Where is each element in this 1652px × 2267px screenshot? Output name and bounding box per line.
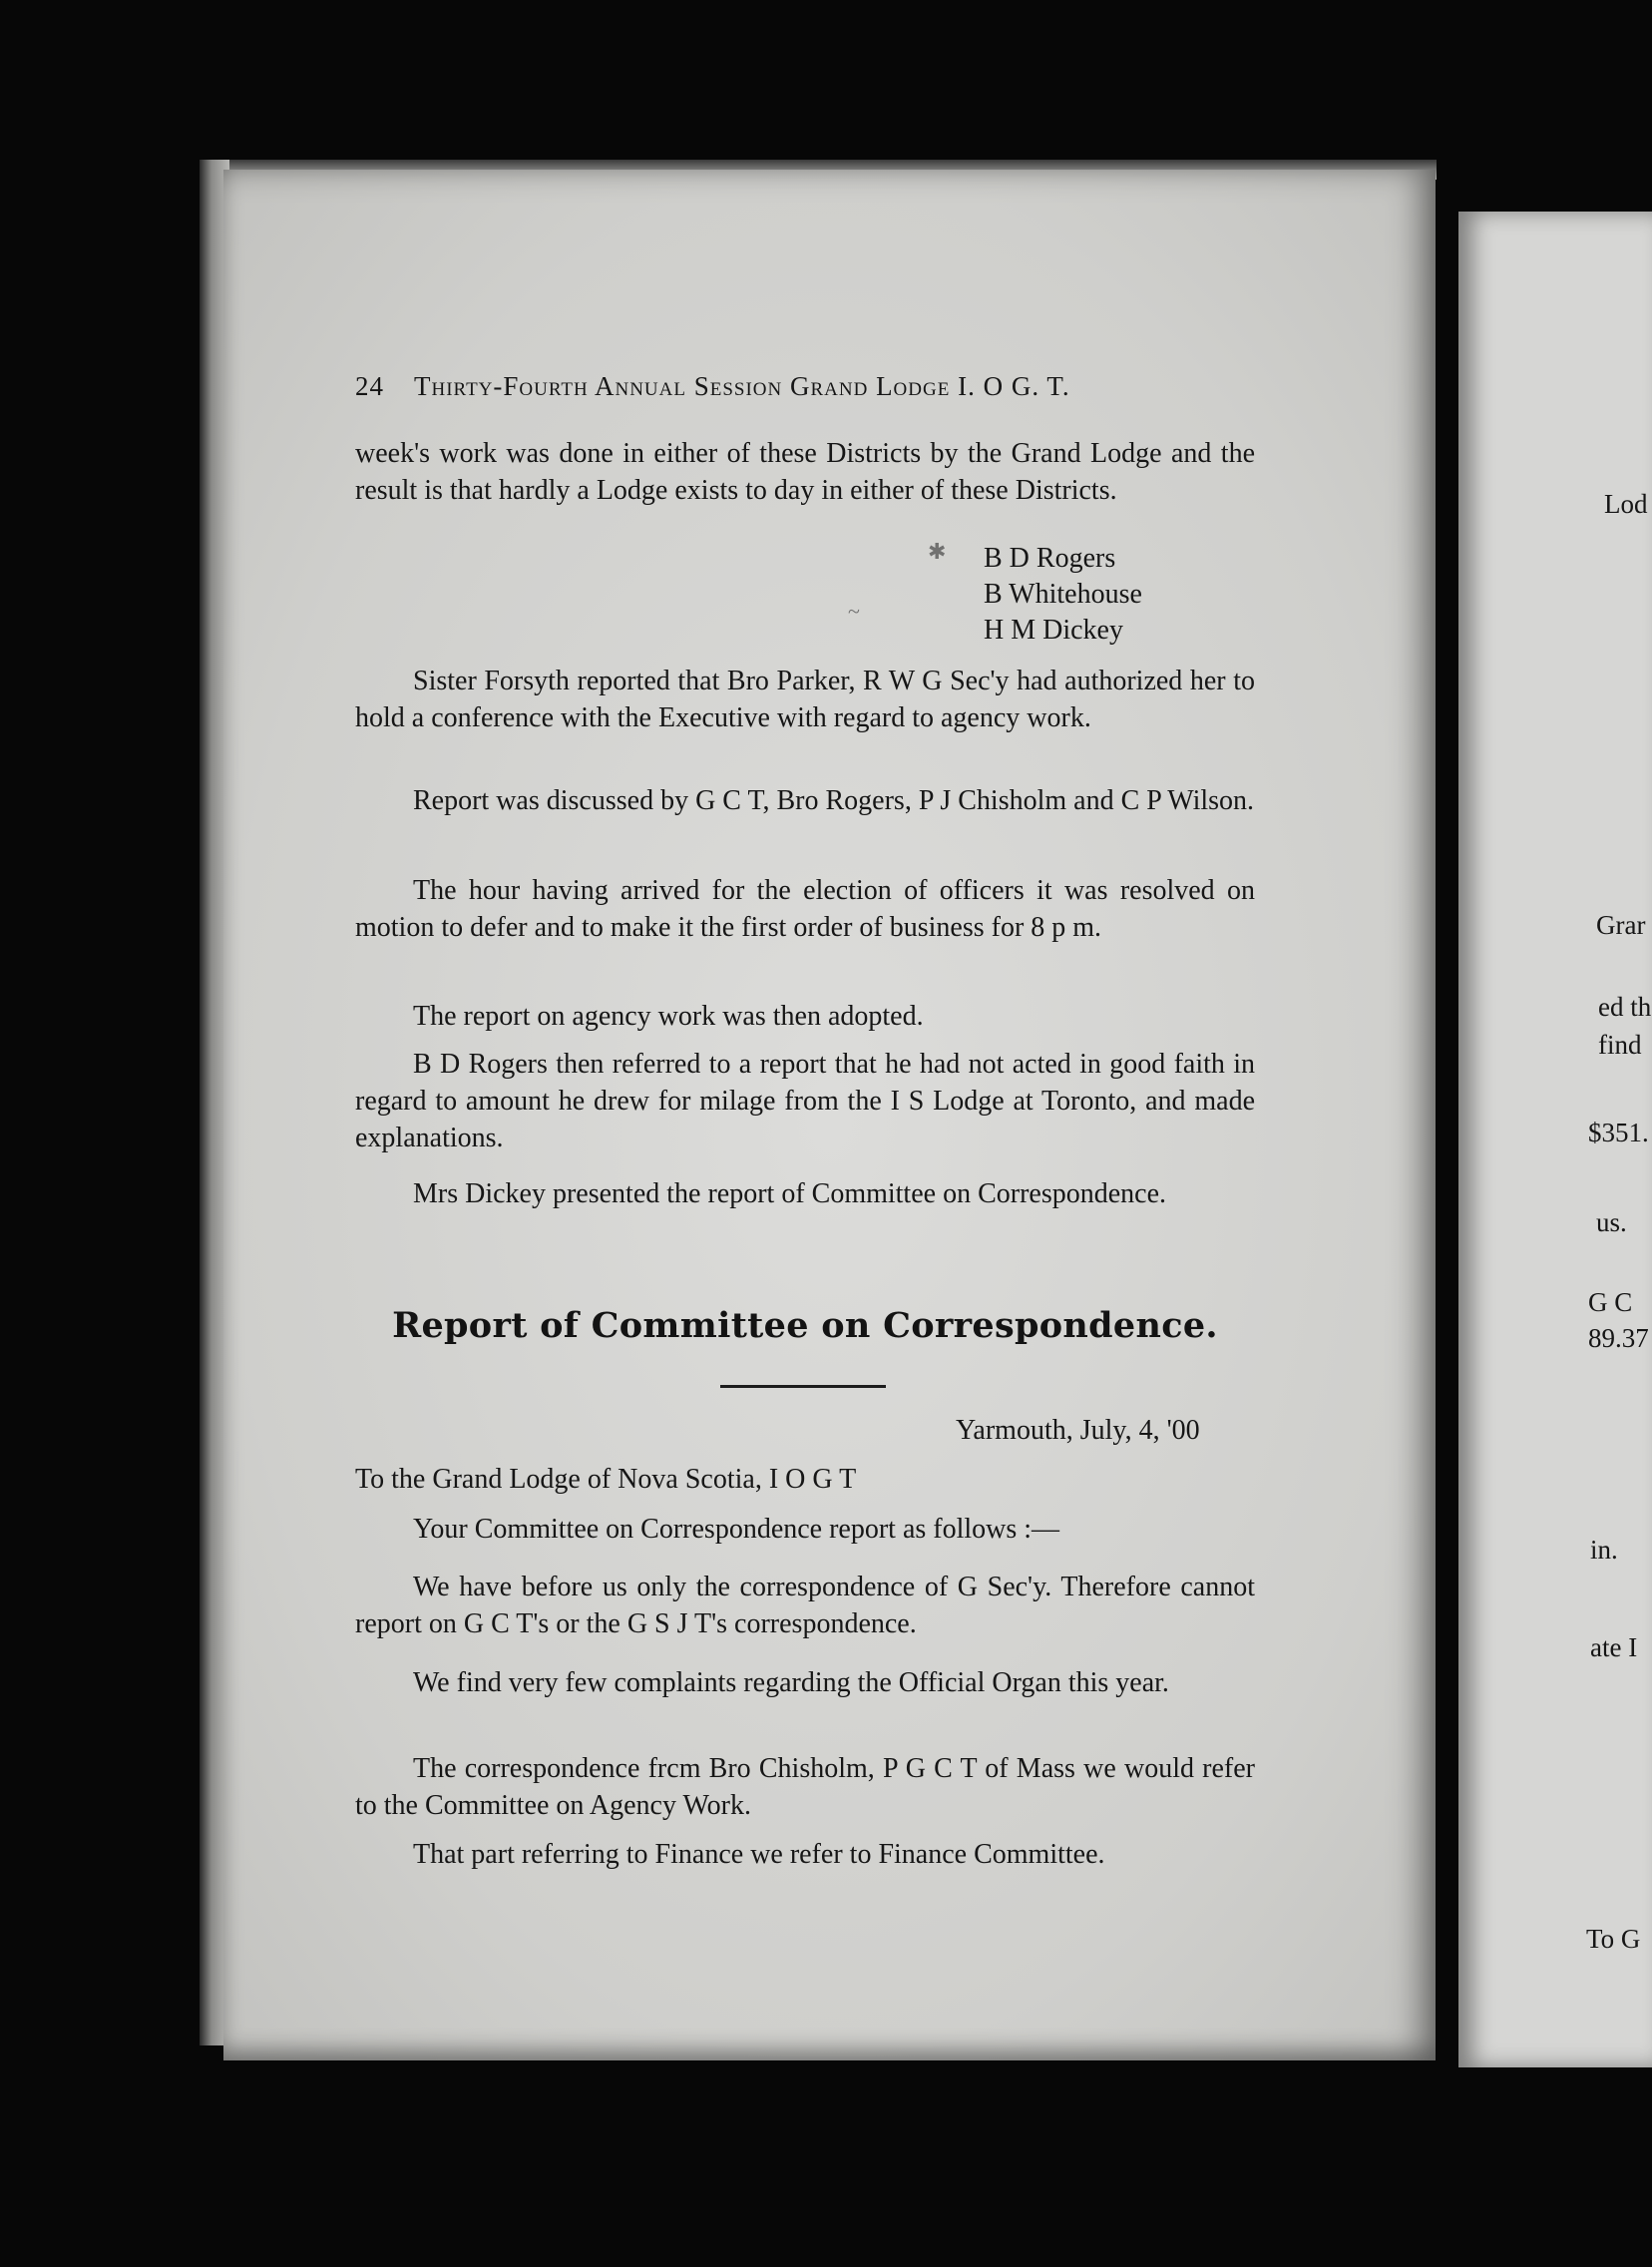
paragraph: We have before us only the correspondence of G Sec'y. Therefore cannot report on G C T's or the G S J T's correspondence.: [355, 1572, 1255, 1639]
divider: [720, 1385, 886, 1388]
paragraph: Report was discussed by G C T, Bro Rogers, P J Chisholm and C P Wilson.: [413, 785, 1255, 816]
paragraph: We find very few complaints regarding the Official Organ this year.: [413, 1667, 1169, 1698]
running-title: Thirty-Fourth Annual Session Grand Lodge I. O G. T.: [414, 371, 1070, 401]
facing-fragment: find: [1598, 1030, 1642, 1060]
salutation: To the Grand Lodge of Nova Scotia, I O G T: [355, 1464, 857, 1495]
ink-smudge: ✱: [928, 539, 947, 564]
facing-fragment: in.: [1590, 1535, 1618, 1565]
facing-page: [1458, 212, 1652, 2067]
signature-line: B D Rogers: [984, 543, 1116, 574]
paragraph: B D Rogers then referred to a report that he had not acted in good faith in regard to amount he drew for milage from the I S Lodge at Toronto, and made explanations.: [355, 1049, 1255, 1153]
facing-fragment: ate I: [1590, 1632, 1638, 1662]
facing-fragment: To G: [1586, 1924, 1641, 1954]
signature-line: H M Dickey: [984, 615, 1123, 646]
running-header: [355, 371, 1070, 402]
paragraph: The correspondence frcm Bro Chisholm, P G C T of Mass we would refer to the Committee on Agency Work.: [355, 1753, 1255, 1821]
paragraph: The hour having arrived for the election of officers it was resolved on motion to defer and to make it the first order of business for 8 p m.: [355, 875, 1255, 943]
ink-smudge: ~: [848, 599, 860, 624]
facing-fragment: us.: [1596, 1207, 1627, 1237]
facing-fragment: G C: [1588, 1287, 1633, 1317]
paragraph: Mrs Dickey presented the report of Committee on Correspondence.: [413, 1178, 1167, 1209]
facing-fragment: Lod: [1604, 489, 1648, 519]
paragraph: The report on agency work was then adopted.: [413, 1001, 924, 1032]
facing-fragment: Grar: [1596, 910, 1646, 940]
paragraph: Sister Forsyth reported that Bro Parker, R W G Sec'y had authorized her to hold a conference with the Executive with regard to agency work.: [355, 666, 1255, 733]
facing-fragment: ed th: [1598, 992, 1652, 1022]
paragraph: Your Committee on Correspondence report as follows :—: [413, 1514, 1060, 1545]
page-number: 24: [355, 371, 384, 401]
dateline: Yarmouth, July, 4, '00: [956, 1415, 1200, 1446]
paragraph: That part referring to Finance we refer to Finance Committee.: [413, 1839, 1105, 1870]
facing-fragment: $351.: [1588, 1118, 1649, 1147]
section-title: Report of Committee on Correspondence.: [392, 1305, 1218, 1346]
facing-fragment: 89.37: [1588, 1323, 1649, 1353]
signature-line: B Whitehouse: [984, 579, 1142, 610]
paragraph: week's work was done in either of these Districts by the Grand Lodge and the result is that hardly a Lodge exists to day in either of these Districts.: [355, 438, 1255, 506]
